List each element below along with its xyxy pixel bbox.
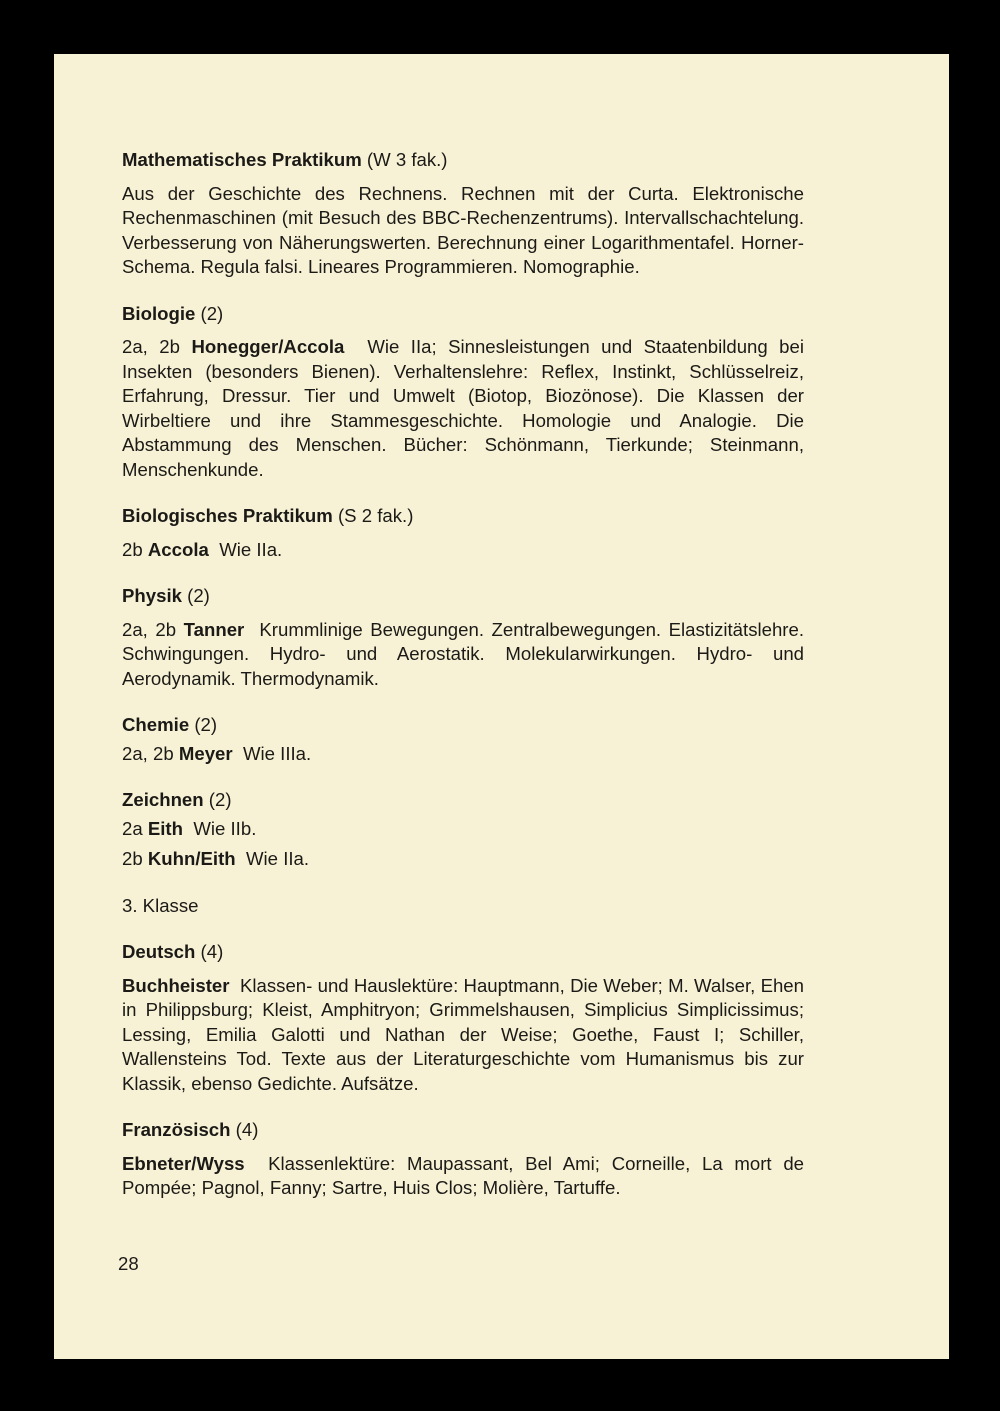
teacher-name: Accola <box>147 538 209 560</box>
heading-physik-note: (2) <box>187 585 210 606</box>
heading-zeichnen-title: Zeichnen <box>122 789 204 810</box>
page-number: 28 <box>118 1253 139 1274</box>
entry-bio-praktikum <box>122 538 804 563</box>
course-description: Wie IIb. <box>193 817 257 839</box>
heading-bio-praktikum <box>122 504 804 529</box>
heading-bio-praktikum-note: (S 2 fak.) <box>337 505 414 526</box>
teacher-name: Buchheister <box>122 974 230 996</box>
class-label: 2b <box>122 538 143 560</box>
class-heading: 3. Klasse <box>122 894 199 916</box>
paragraph-biologie <box>122 335 804 482</box>
heading-franzoesisch-title: Französisch <box>122 1119 231 1140</box>
heading-biologie <box>122 302 804 327</box>
heading-math-title: Mathematisches Praktikum <box>122 149 362 170</box>
heading-franzoesisch-note: (4) <box>235 1119 259 1140</box>
heading-physik-title: Physik <box>122 585 182 606</box>
heading-deutsch-note: (4) <box>200 941 224 962</box>
paragraph-math: Aus der Geschichte des Rechnens. Rechnen mit der Curta. Elektronische Rechenmaschinen (mit Besuch des BBC-Rechenzentrums). Intervallschachtelung. Verbesserung von Näherungswerten. Berechnung einer Logarithmentafel. Horner-Schema. Regula falsi. Lineares Programmieren. Nomographie. <box>122 182 804 277</box>
class-label: 2b <box>122 848 143 869</box>
class-label: 2a, 2b <box>122 742 174 764</box>
heading-zeichnen <box>122 788 804 813</box>
course-description: Wie IIa; Sinnesleistungen und Staatenbildung bei Insekten (besonders Bienen). Verhaltenslehre: Reflex, Instinkt, Schlüsselreiz, Erfahrung, Dressur. Tier und Umwelt (Biotop, Biozönose). Die Klassen der Wirbeltiere und ihre Stammesgeschichte. Homologie und Analogie. Die Abstammung des Menschen. Bücher: Schönmann, Tierkunde; Steinmann, Menschenkunde. <box>122 336 804 480</box>
entry-chemie <box>122 742 804 767</box>
teacher-name: Honegger/Accola <box>191 336 345 357</box>
heading-chemie-note: (2) <box>194 714 218 735</box>
heading-math <box>122 148 804 173</box>
course-description: Wie IIa. <box>219 538 283 560</box>
heading-chemie <box>122 713 804 738</box>
heading-physik <box>122 584 804 609</box>
document-page <box>54 54 949 1359</box>
entry-zeichnen-2b <box>122 847 804 872</box>
paragraph-franzoesisch <box>122 1152 804 1201</box>
course-description: Klassen- und Hauslektüre: Hauptmann, Die Weber; M. Walser, Ehen in Philippsburg; Kleist, Amphitryon; Grimmelshausen, Simplicius Simplicissimus; Lessing, Emilia Galotti und Nathan der Weise; Goethe, Faust I; Schiller, Wallensteins Tod. Texte aus der Literaturgeschichte vom Humanismus bis zur Klassik, ebenso Gedichte. Aufsätze. <box>122 974 804 1094</box>
heading-zeichnen-note: (2) <box>208 789 232 810</box>
course-description: Klassenlektüre: Maupassant, Bel Ami; Corneille, La mort de Pompée; Pagnol, Fanny; Sartre, Huis Clos; Molière, Tartuffe. <box>122 1152 804 1198</box>
class-label: 2a, 2b <box>122 336 180 357</box>
course-description: Krummlinige Bewegungen. Zentralbewegungen. Elastizitätslehre. Schwingungen. Hydro- und Aerostatik. Molekularwirkungen. Hydro- und Aerodynamik. Thermodynamik. <box>122 618 804 689</box>
teacher-name: Tanner <box>183 618 245 640</box>
heading-chemie-title: Chemie <box>122 714 190 735</box>
teacher-name: Kuhn/Eith <box>147 848 236 869</box>
class-label: 2a, 2b <box>122 618 177 640</box>
heading-deutsch-title: Deutsch <box>122 941 196 962</box>
teacher-name: Meyer <box>178 742 233 764</box>
class-label: 2a <box>122 817 143 839</box>
heading-math-note: (W 3 fak.) <box>366 149 448 170</box>
heading-bio-praktikum-title: Biologisches Praktikum <box>122 505 333 526</box>
paragraph-physik <box>122 618 804 692</box>
teacher-name: Ebneter/Wyss <box>122 1152 245 1174</box>
heading-biologie-title: Biologie <box>122 302 196 324</box>
heading-biologie-note: (2) <box>200 302 224 324</box>
page-content <box>122 148 804 1201</box>
course-description: Wie IIa. <box>246 848 310 869</box>
heading-deutsch <box>122 940 804 965</box>
course-description: Wie IIIa. <box>242 742 312 764</box>
teacher-name: Eith <box>147 817 183 839</box>
heading-franzoesisch <box>122 1118 804 1143</box>
paragraph-deutsch <box>122 974 804 1097</box>
entry-zeichnen-2a <box>122 817 804 842</box>
